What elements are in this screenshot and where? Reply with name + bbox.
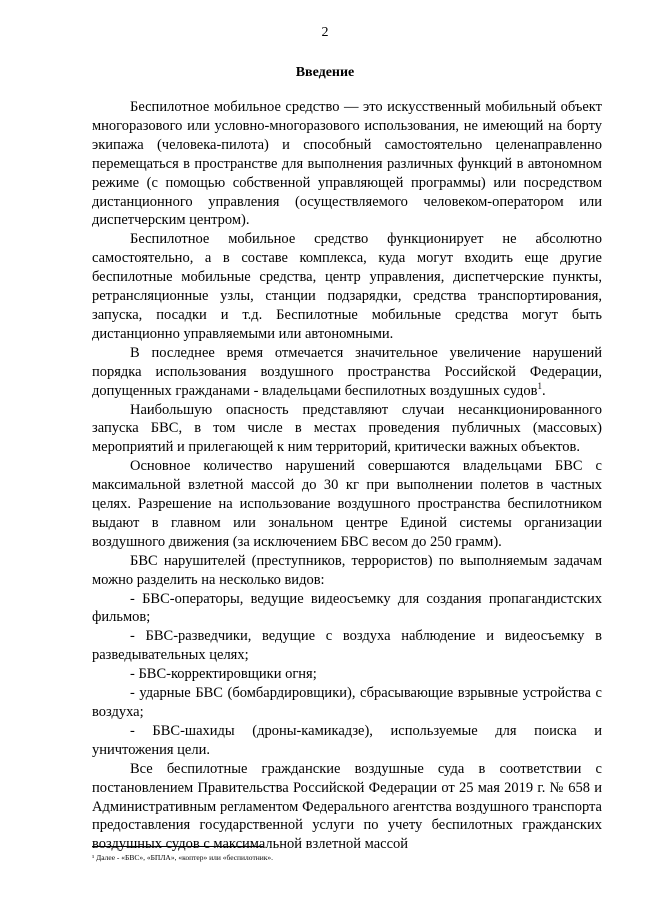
list-item: - БВС-операторы, ведущие видеосъемку для создания пропагандистских фильмов; (92, 590, 602, 626)
paragraph-types-intro: БВС нарушителей (преступников, террористов) по выполняемым задачам можно разделить на несколько видов: (92, 552, 602, 588)
paragraph-definition: Беспилотное мобильное средство — это искусственный мобильный объект многоразового или условно-многоразового использования, не имеющий на борту экипажа (человека-пилота) и способный самостоятельно целенаправленно перемещаться в пространстве для выполнения различных функций в автономном режиме (с помощью собственной управляющей программы) или посредством дистанционного управления (осуществляемого человеком-оператором или диспетчерским центром). (92, 99, 602, 229)
list-item: - БВС-шахиды (дроны-камикадзе), используемые для поиска и уничтожения цели. (92, 722, 602, 758)
paragraph-violations-end: . (541, 382, 546, 399)
paragraph-violations-text: В последнее время отмечается значительное увеличение нарушений порядка использования воздушного пространства Российской Федерации, допущенных гражданами - владельцами беспилотных воздушных судов (92, 344, 602, 399)
footnote-divider (92, 846, 264, 847)
paragraph-main-violations: Основное количество нарушений совершаются владельцами БВС с максимальной взлетной массой до 30 кг при выполнении полетов в частных целях. Разрешение на использование воздушного пространства беспилотником выдают в главном или зональном центре Единой системы организации воздушного движения (за исключением БВС весом до 250 грамм). (92, 458, 602, 550)
paragraph-registration: Все беспилотные гражданские воздушные суда в соответствии с постановлением Правительства Российской Федерации от 25 мая 2019 г. № 658 и Административным регламентом Федерального агентства воздушного транспорта предоставления государственной услуги по учету беспилотных гражданских воздушных судов с максимальной взлетной массой (92, 760, 602, 853)
paragraph-danger: Наибольшую опасность представляют случаи несанкционированного запуска БВС, в том числе в местах проведения публичных (массовых) мероприятий и прилегающей к ним территорий, критически важных объектов. (92, 401, 602, 456)
list-item: - БВС-корректировщики огня; (130, 666, 317, 683)
footnote: ¹ Далее - «БВС», «БПЛА», «коптер» или «беспилотник». (92, 853, 274, 862)
footnote-reference: 1 (537, 380, 542, 391)
paragraph-complex: Беспилотное мобильное средство функционирует не абсолютно самостоятельно, а в составе комплекса, куда могут входить еще другие беспилотные мобильные средства, центр управления, диспетчерские пункты, ретрансляционные узлы, станции подзарядки, средства транспортирования, запуска, посадки и т.д. Беспилотные мобильные средства могут быть дистанционно управляемыми или автономными. (92, 231, 602, 342)
list-item: - БВС-разведчики, ведущие с воздуха наблюдение и видеосъемку в разведывательных целях; (92, 628, 602, 664)
paragraph-violations (92, 344, 602, 401)
page-number: 2 (321, 25, 329, 40)
list-item: - ударные БВС (бомбардировщики), сбрасывающие взрывные устройства с воздуха; (92, 685, 602, 720)
section-heading: Введение (295, 65, 355, 80)
body-text (92, 98, 602, 854)
